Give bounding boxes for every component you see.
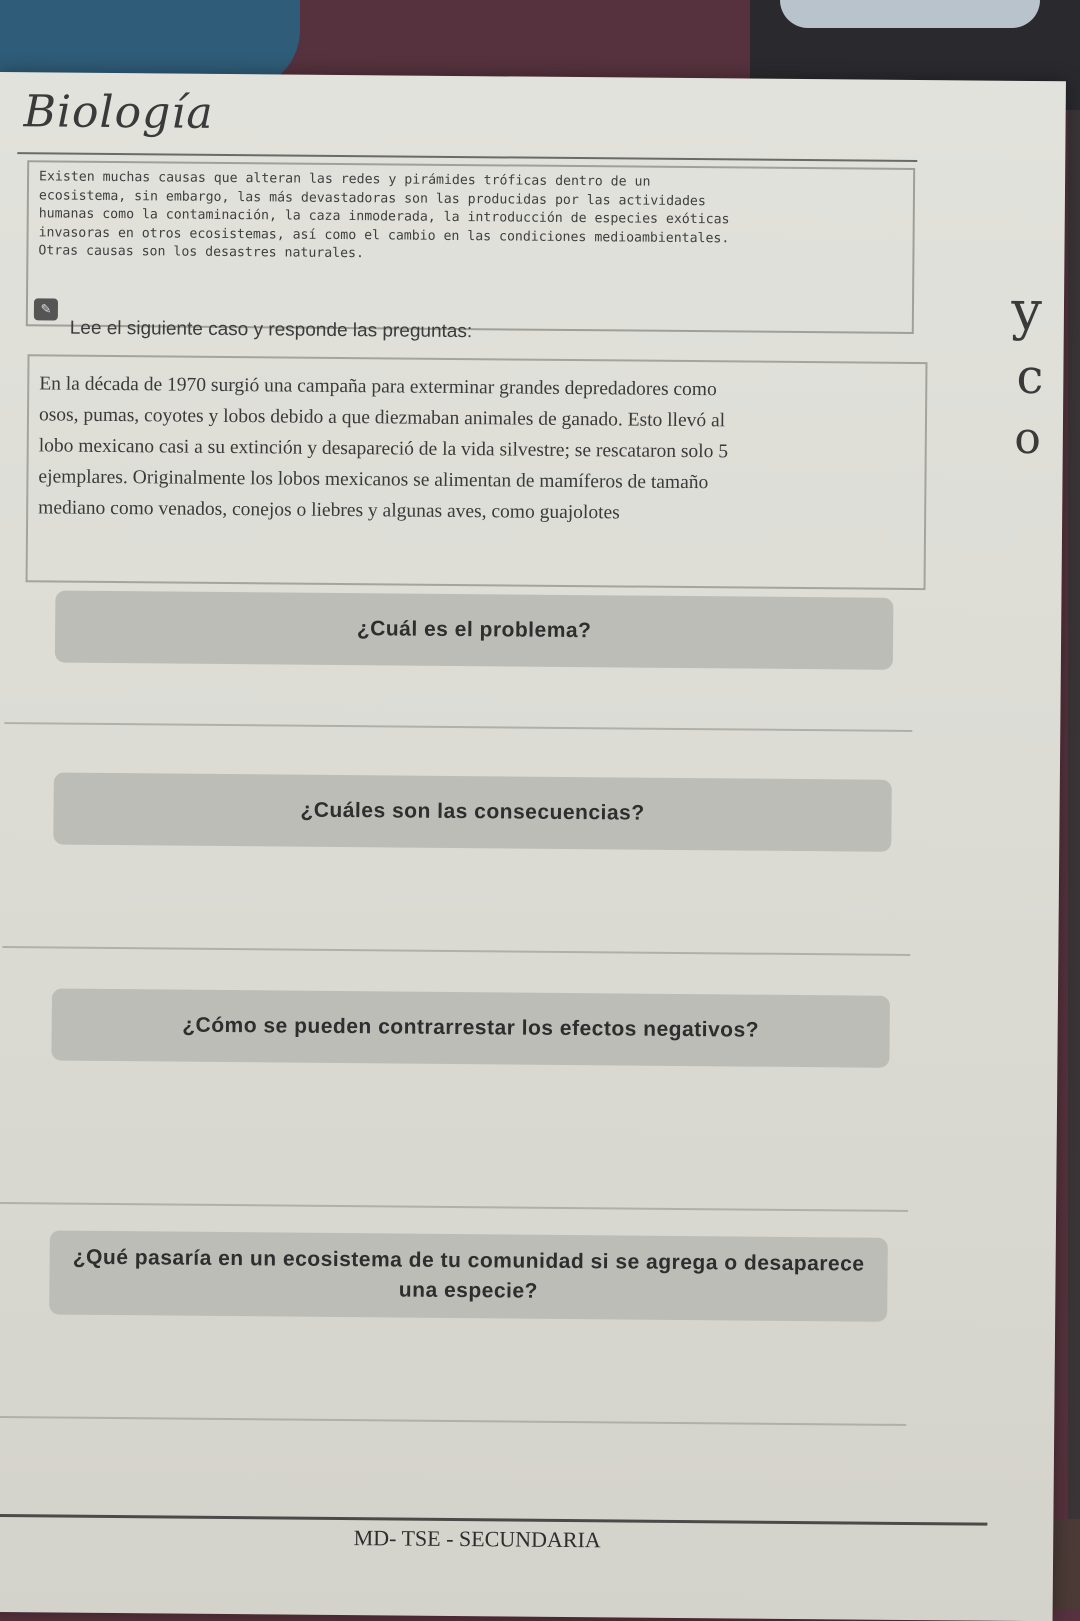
subject-title: Biología xyxy=(23,86,214,139)
margin-scribble: y xyxy=(1011,278,1043,343)
question-section-3 xyxy=(0,976,910,1212)
question-header xyxy=(49,1230,888,1321)
case-box xyxy=(26,354,928,590)
question-section-1 xyxy=(4,572,913,732)
intro-line: ecosistema, sin embargo, las más devastadoras son las producidas por las actividades xyxy=(38,187,706,209)
instruction-text: Lee el siguiente caso y responde las preguntas: xyxy=(69,317,473,343)
intro-line: invasoras en otros ecosistemas, así como el cambio en las condiciones medioambientales. xyxy=(38,224,730,246)
footer-text: MD- TSE - SECUNDARIA xyxy=(353,1525,601,1553)
case-line: ejemplares. Originalmente los lobos mexicanos se alimentan de mamíferos de tamaño xyxy=(38,466,709,494)
worksheet-page xyxy=(0,72,1066,1621)
question-section-4 xyxy=(0,1216,908,1426)
intro-box xyxy=(26,160,915,334)
margin-scribble: c xyxy=(1016,348,1044,406)
pencil-icon: ✎ xyxy=(34,298,58,320)
background-light-object xyxy=(780,0,1040,28)
intro-text xyxy=(38,168,903,268)
question-text: ¿Cuál es el problema? xyxy=(356,617,592,643)
question-header xyxy=(55,591,894,670)
question-text: ¿Cuáles son las consecuencias? xyxy=(300,798,645,825)
case-line: osos, pumas, coyotes y lobos debido a que diezmaban animales de ganado. Esto llevó al xyxy=(38,404,726,432)
question-text: ¿Qué pasaría en un ecosistema de tu comunidad si se agrega o desaparece una especie? xyxy=(72,1245,865,1303)
question-header xyxy=(51,988,890,1067)
case-text xyxy=(38,368,915,531)
background-right-edge xyxy=(1068,110,1080,1530)
case-line: En la década de 1970 surgió una campaña para exterminar grandes depredadores como xyxy=(39,373,717,401)
case-line: mediano como venados, conejos o liebres y algunas aves, como guajolotes xyxy=(38,497,620,524)
question-text: ¿Cómo se pueden contrarrestar los efectos negativos? xyxy=(182,1013,760,1042)
intro-line: Otras causas son los desastres naturales. xyxy=(38,243,365,262)
question-section-2 xyxy=(2,756,912,956)
intro-line: humanas como la contaminación, la caza inmoderada, la introducción de especies exóticas xyxy=(38,206,730,228)
question-header xyxy=(53,772,892,851)
intro-line: Existen muchas causas que alteran las redes y pirámides tróficas dentro de un xyxy=(39,169,651,190)
case-line: lobo mexicano casi a su extinción y desapareció de la vida silvestre; se rescataron solo 5 xyxy=(38,435,729,463)
margin-scribble: o xyxy=(1014,412,1042,465)
